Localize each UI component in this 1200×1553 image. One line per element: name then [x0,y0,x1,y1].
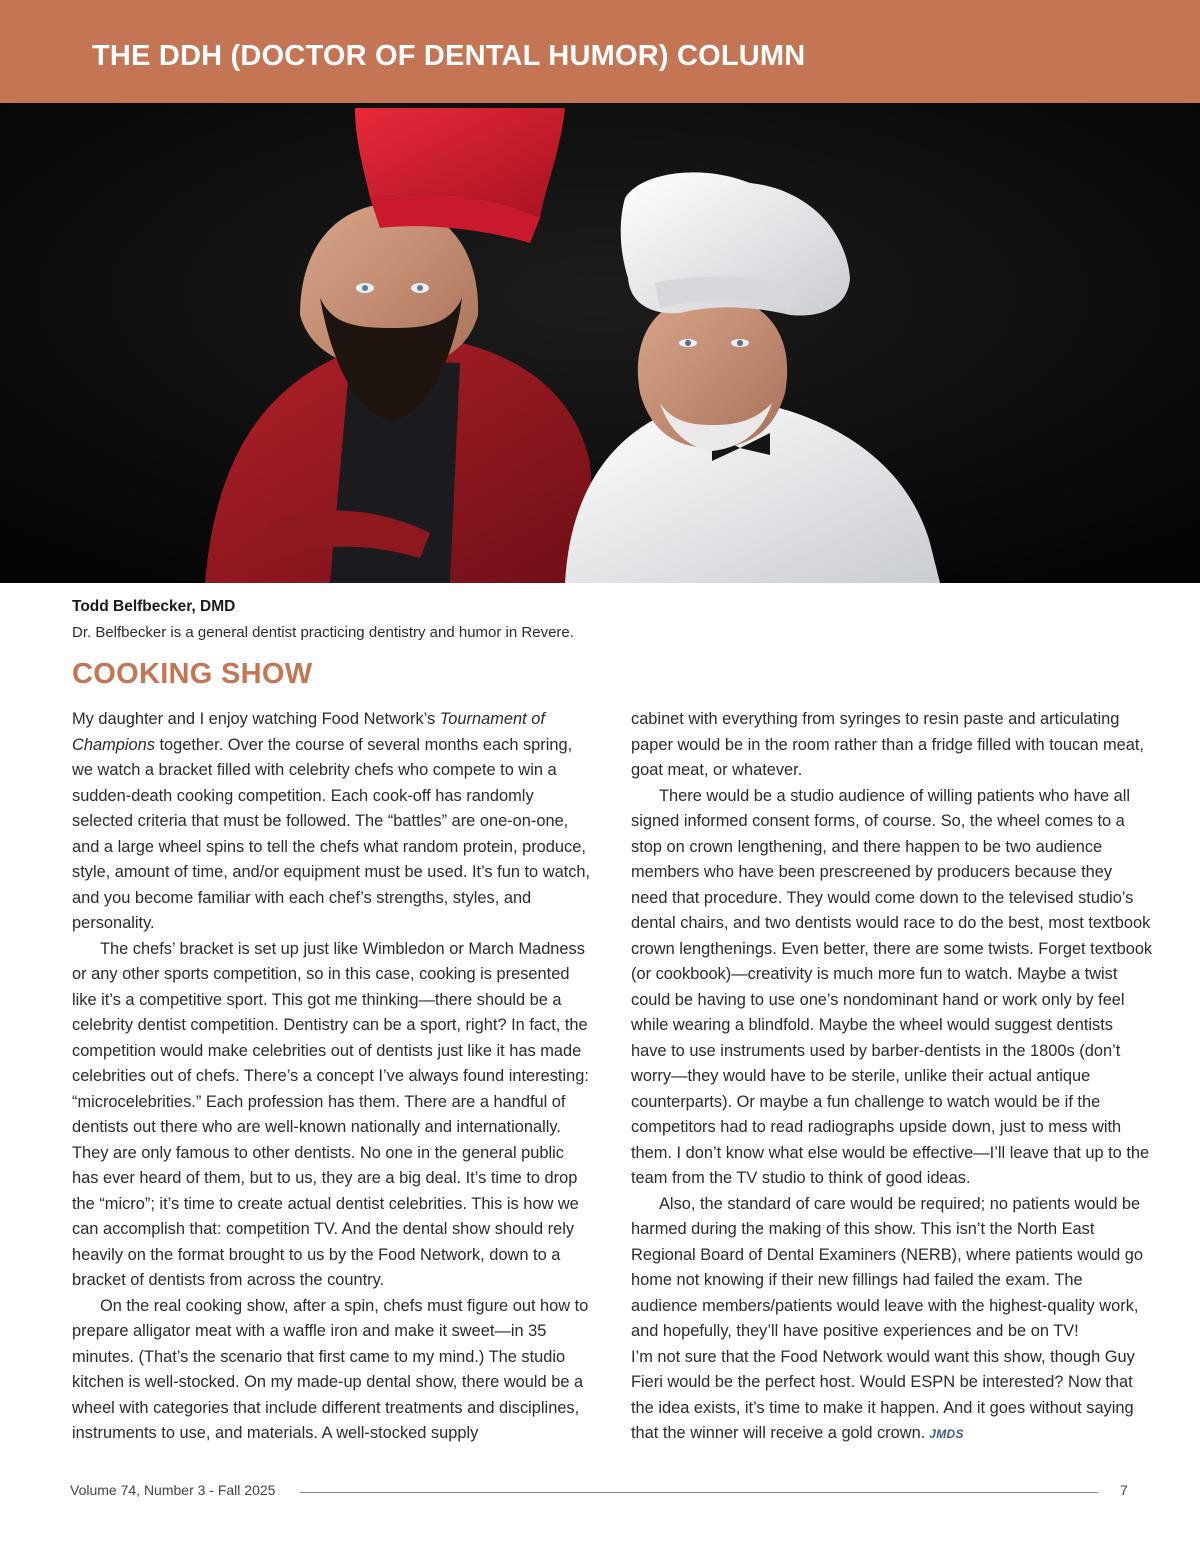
article-paragraph [72,707,592,937]
paragraph-text: I’m not sure that the Food Network would want this show, though Guy Fieri would be the perfect host. Would ESPN be interested? Now that the idea exists, it’s time to make it happen. And it goes without saying that the winner will receive a gold crown. [631,1347,1135,1442]
show-title-italic: Tournament of Champions [72,710,545,754]
article-paragraph: The chefs’ bracket is set up just like Wimbledon or March Madness or any other sports competition, so in this case, cooking is presented like it’s a competitive sport. This got me thinking—there should be a celebrity dentist competition. Dentistry can be a sport, right? In fact, the competition would make celebrities out of dentists just like it has made celebrities out of chefs. There’s a concept I’ve always found interesting: “microcelebrities.” Each profession has them. There are a handful of dentists out there who are well-known nationally and internationally. They are only famous to other dentists. No one in the general public has ever heard of them, but to us, they are a big deal. It’s time to drop the “micro”; it’s time to create actual dentist celebrities. This is how we can accomplish that: competition TV. And the dental show should rely heavily on the format brought to us by the Food Network, down to a bracket of dentists from across the country. [72,939,589,1289]
footer-divider [300,1492,1098,1493]
article-paragraph: Also, the standard of care would be required; no patients would be harmed during the making of this show. This isn’t the North East Regional Board of Dental Examiners (NERB), where patients would go home not knowing if their new fillings had failed the exam. The audience members/patients would leave with the highest-quality work, and hopefully, they’ll have positive experiences and be on TV! [631,1194,1144,1340]
author-name: Todd Belfbecker, DMD [72,598,236,615]
two-chefs-illustration [0,103,1200,583]
article-paragraph-continued: cabinet with everything from syringes to resin paste and articulating paper would be in the room rather than a fridge filled with toucan meat, goat meat, or whatever. [631,710,1144,779]
page-number: 7 [1120,1482,1128,1498]
article-paragraph: There would be a studio audience of willing patients who have all signed informed consent forms, of course. So, the wheel comes to a stop on crown lengthening, and there happen to be two audience members who have been prescreened by producers because they need that procedure. They would come down to the televised studio’s dental chairs, and two dentists would race to do the best, most textbook crown lengthenings. Even better, there are some twists. Forget textbook (or cookbook)—creativity is much more fun to watch. Maybe a twist could be having to use one’s nondominant hand or work only by feel while wearing a blindfold. Maybe the wheel would suggest dentists have to use instruments used by barber-dentists in the 1800s (don’t worry—they would have to be sterile, unlike their actual antique counterparts). Or maybe a fun challenge to watch would be if the competitors had to read radiographs upside down, just to mess with them. I don’t know what else would be effective—I’ll leave that up to the team from the TV studio to think of good ideas. [631,786,1153,1187]
paragraph-text: My daughter and I enjoy watching Food Network’s [72,710,440,728]
article-title: COOKING SHOW [72,658,313,690]
issue-info: Volume 74, Number 3 - Fall 2025 [70,1482,276,1498]
end-mark: JMDS [929,1427,964,1441]
author-bio: Dr. Belfbecker is a general dentist practicing dentistry and humor in Revere. [72,624,574,641]
article-paragraph: On the real cooking show, after a spin, chefs must figure out how to prepare alligator meat with a waffle iron and make it sweet—in 35 minutes. (That’s the scenario that first came to my mind.) The studio kitchen is well-stocked. On my made-up dental show, there would be a wheel with categories that include different treatments and disciplines, instruments to use, and materials. A well-stocked supply [72,1296,589,1442]
article-paragraph-final [631,1345,1153,1448]
article-column-right [631,707,1153,1448]
paragraph-text: together. Over the course of several months each spring, we watch a bracket filled with celebrity chefs who compete to win a sudden-death cooking competition. Each cook-off has randomly selected criteria that must be followed. The “battles” are one-on-one, and a large wheel spins to tell the chefs what random protein, produce, style, amount of time, and/or equipment must be used. It’s fun to watch, and you become familiar with each chef’s strengths, styles, and personality. [72,735,591,932]
article-column-left [72,707,592,1447]
hero-photo [0,103,1200,583]
column-banner [0,0,1200,103]
column-title: THE DDH (DOCTOR OF DENTAL HUMOR) COLUMN [92,40,806,72]
